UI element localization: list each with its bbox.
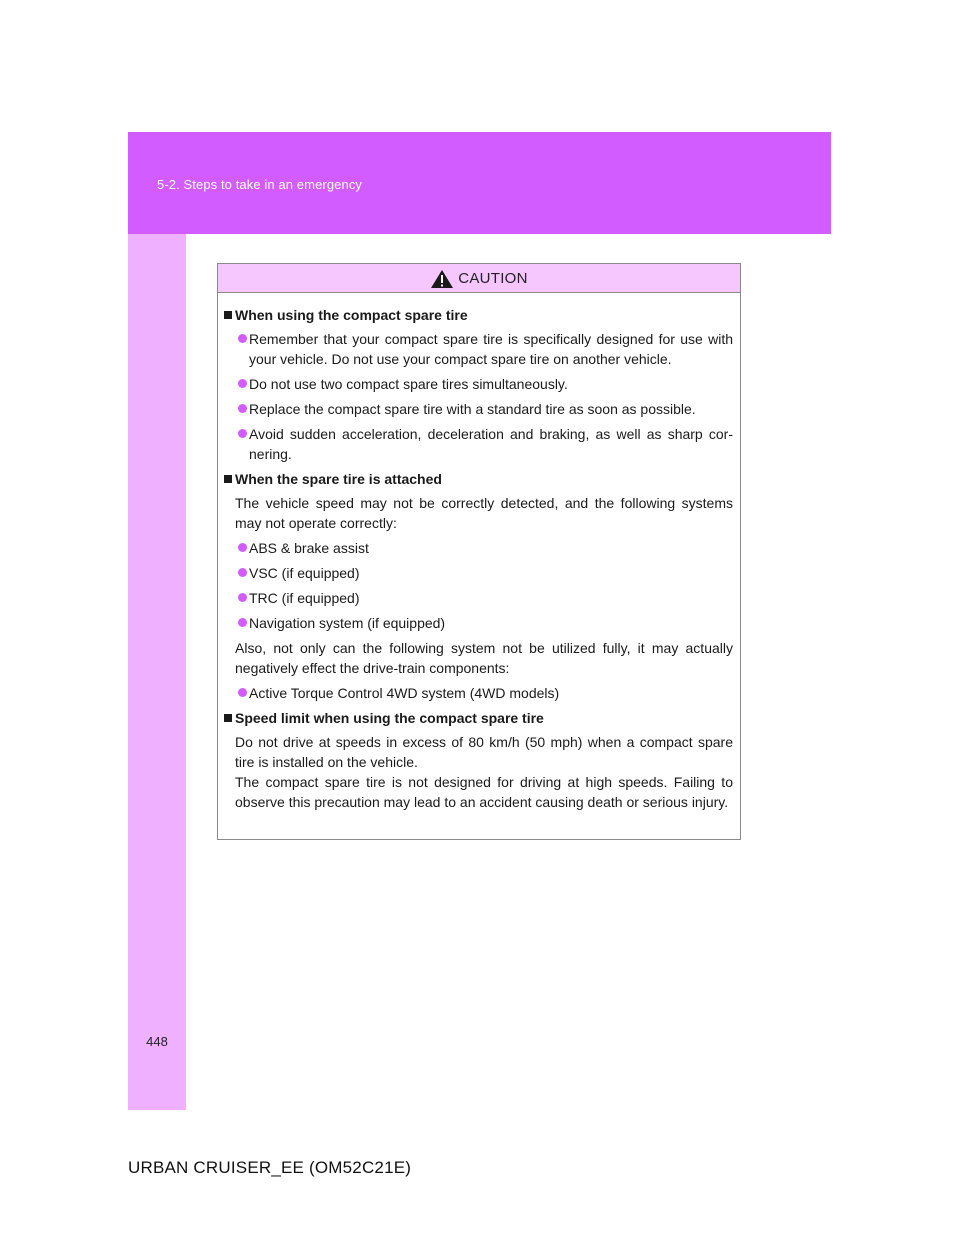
paragraph: The vehicle speed may not be correctly detected, and the following systems may not operate correctly: xyxy=(235,495,733,531)
caution-label: CAUTION xyxy=(458,269,528,287)
section-title: 5-2. Steps to take in an emergency xyxy=(157,177,363,192)
section-heading: When the spare tire is attached xyxy=(218,469,733,489)
list-item: TRC (if equipped) xyxy=(218,588,733,608)
list-item: Remember that your compact spare tire is specifically designed for use with your vehicle. Do not use your compact spare tire on another vehicle. xyxy=(218,329,733,369)
paragraph: Also, not only can the following system not be utilized fully, it may actually negatively effect the drive-train components: xyxy=(235,640,733,676)
page-number: 448 xyxy=(146,1034,168,1049)
list-item: VSC (if equipped) xyxy=(218,563,733,583)
caution-header xyxy=(218,264,740,293)
section-heading: Speed limit when using the compact spare tire xyxy=(218,708,733,728)
caution-box xyxy=(217,263,741,840)
list-item: Navigation system (if equipped) xyxy=(218,613,733,633)
caution-body xyxy=(218,293,740,812)
warning-triangle-icon xyxy=(430,269,454,289)
paragraph: Do not drive at speeds in excess of 80 km/h (50 mph) when a compact spare tire is installed on the vehicle. xyxy=(235,734,733,770)
list-item: ABS & brake assist xyxy=(218,538,733,558)
list-item: Avoid sudden acceleration, deceleration and braking, as well as sharp cor-nering. xyxy=(218,424,733,464)
side-strip xyxy=(128,234,186,1110)
list-item: Replace the compact spare tire with a standard tire as soon as possible. xyxy=(218,399,733,419)
list-item: Active Torque Control 4WD system (4WD models) xyxy=(218,683,733,703)
paragraph: The compact spare tire is not designed for driving at high speeds. Failing to observe this precaution may lead to an accident causing death or serious injury. xyxy=(235,774,733,810)
section-heading: When using the compact spare tire xyxy=(218,305,733,325)
footer-model-code: URBAN CRUISER_EE (OM52C21E) xyxy=(128,1158,412,1177)
list-item: Do not use two compact spare tires simultaneously. xyxy=(218,374,733,394)
